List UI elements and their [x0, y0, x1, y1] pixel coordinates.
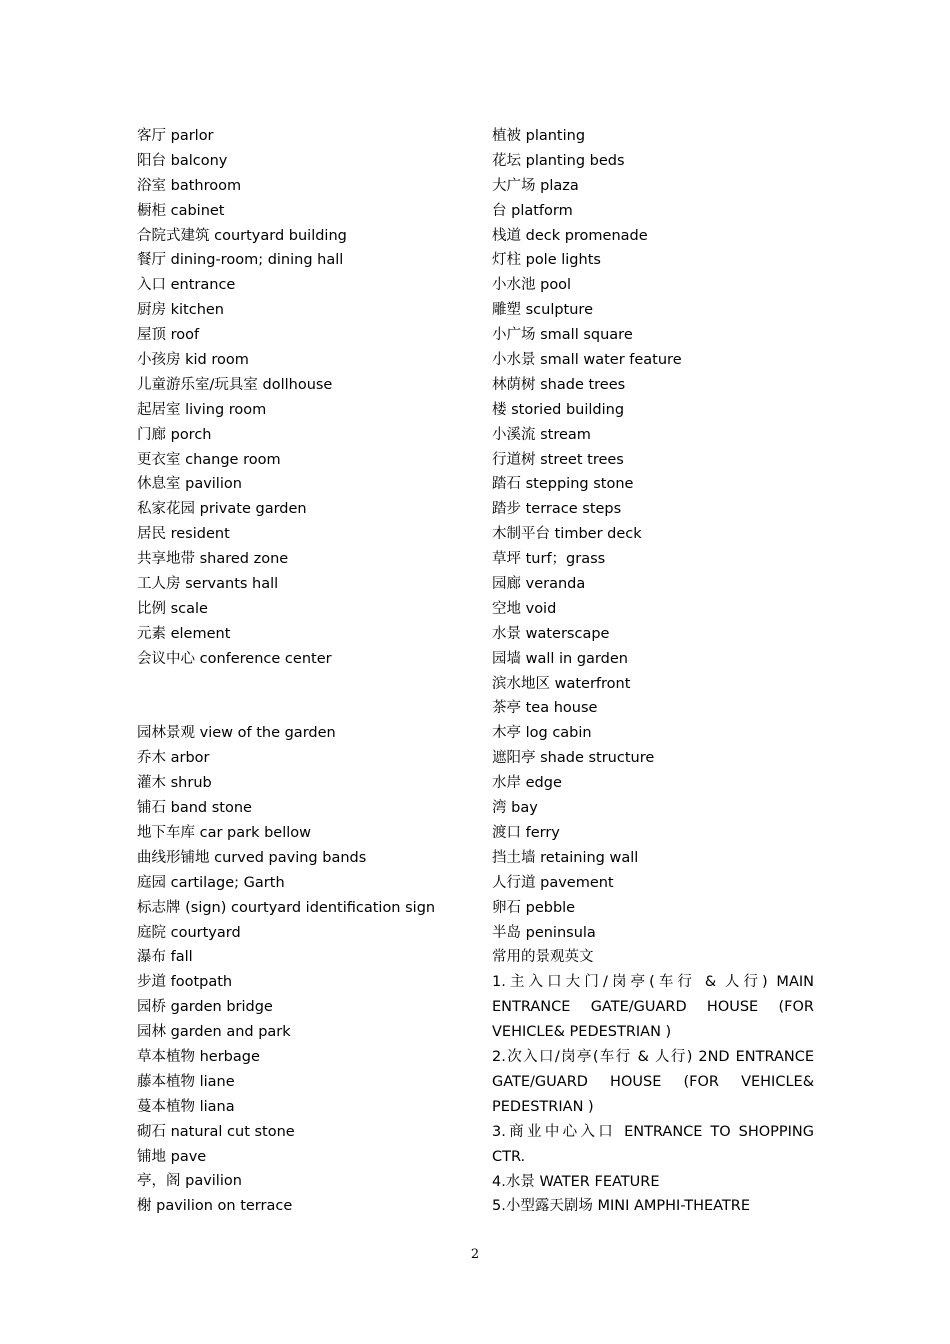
term-entry: 屋顶 roof	[137, 327, 200, 344]
term-entry: 亭，阁 pavilion	[137, 1173, 242, 1190]
term-entry: 水岸 edge	[492, 775, 562, 792]
term-entry: 居民 resident	[137, 526, 230, 543]
term-entry: 遮阳亭 shade structure	[492, 750, 655, 767]
term-entry: 栈道 deck promenade	[492, 227, 648, 244]
term-entry: 藤本植物 liane	[137, 1073, 235, 1090]
term-entry: 瀑布 fall	[137, 949, 193, 966]
term-entry: 人行道 pavement	[492, 874, 614, 891]
term-entry: 园墙 wall in garden	[492, 650, 628, 667]
term-entry: 园林景观 view of the garden	[137, 725, 336, 742]
term-entry: 木亭 log cabin	[492, 725, 592, 742]
term-entry: 楼 storied building	[492, 401, 625, 418]
term-entry: 浴室 bathroom	[137, 177, 242, 194]
term-entry: 小广场 small square	[492, 327, 633, 344]
term-entry: 蔓本植物 liana	[137, 1098, 235, 1115]
term-entry: 庭院 courtyard	[137, 924, 241, 941]
term-entry: 小孩房 kid room	[137, 352, 249, 369]
term-entry: 标志牌 (sign) courtyard identification sign	[137, 899, 436, 916]
term-entry: 入口 entrance	[137, 277, 236, 294]
left-term-list-a	[137, 124, 457, 672]
term-entry: 客厅 parlor	[137, 128, 214, 144]
right-column	[492, 124, 814, 1219]
term-entry: 植被 planting	[492, 128, 586, 144]
numbered-item: 5.小型露天剧场 MINI AMPHI-THEATRE	[492, 1198, 751, 1215]
term-entry: 滨水地区 waterfront	[492, 675, 631, 692]
term-entry: 挡土墙 retaining wall	[492, 849, 639, 866]
term-entry: 工人房 servants hall	[137, 576, 279, 593]
numbered-item: 1.主入口大门/岗亭(车行 & 人行) MAIN ENTRANCE GATE/GUARD HOUSE (FOR VEHICLE& PEDESTRIAN )	[492, 974, 814, 1041]
term-entry: 半岛 peninsula	[492, 924, 596, 941]
term-entry: 比例 scale	[137, 600, 208, 617]
term-entry: 草本植物 herbage	[137, 1048, 260, 1065]
term-entry: 大广场 plaza	[492, 177, 579, 194]
term-entry: 门廊 porch	[137, 426, 212, 443]
term-entry: 雕塑 sculpture	[492, 302, 593, 319]
term-entry: 渡口 ferry	[492, 824, 560, 841]
numbered-item: 2.次入口/岗亭(车行 & 人行) 2ND ENTRANCE GATE/GUARD HOUSE (FOR VEHICLE& PEDESTRIAN )	[492, 1049, 814, 1115]
term-entry: 铺石 band stone	[137, 800, 252, 817]
term-entry: 小溪流 stream	[492, 426, 591, 443]
term-entry: 砌石 natural cut stone	[137, 1123, 295, 1140]
numbered-item: 3.商业中心入口 ENTRANCE TO SHOPPING CTR.	[492, 1123, 814, 1165]
right-term-list	[492, 124, 814, 970]
term-entry: 起居室 living room	[137, 401, 267, 418]
term-entry: 湾 bay	[492, 800, 538, 817]
term-entry: 乔木 arbor	[137, 750, 210, 767]
term-entry: 茶亭 tea house	[492, 700, 598, 717]
term-entry: 水景 waterscape	[492, 625, 610, 642]
term-entry: 阳台 balcony	[137, 152, 228, 169]
left-column	[137, 124, 457, 1219]
numbered-item: 4.水景 WATER FEATURE	[492, 1173, 660, 1190]
blank-gap	[137, 672, 457, 722]
term-entry: 园廊 veranda	[492, 576, 586, 593]
left-term-list-b	[137, 721, 457, 1219]
term-entry: 卵石 pebble	[492, 899, 576, 916]
term-entry: 花坛 planting beds	[492, 152, 625, 169]
term-entry: 私家花园 private garden	[137, 501, 307, 518]
term-entry: 铺地 pave	[137, 1148, 207, 1165]
term-entry: 餐厅 dining-room; dining hall	[137, 252, 344, 269]
term-entry: 木制平台 timber deck	[492, 526, 642, 543]
term-entry: 厨房 kitchen	[137, 302, 224, 319]
term-entry: 园林 garden and park	[137, 1024, 291, 1041]
term-entry: 小水池 pool	[492, 277, 572, 294]
term-entry: 空地 void	[492, 600, 557, 617]
term-entry: 橱柜 cabinet	[137, 202, 225, 219]
term-entry: 步道 footpath	[137, 974, 233, 991]
numbered-list	[492, 970, 814, 1219]
page-number: 2	[470, 1247, 480, 1262]
term-entry: 会议中心 conference center	[137, 650, 332, 667]
term-entry: 儿童游乐室/玩具室 dollhouse	[137, 376, 333, 393]
term-entry: 更衣室 change room	[137, 451, 281, 468]
term-entry: 元素 element	[137, 625, 231, 642]
term-entry: 踏步 terrace steps	[492, 501, 622, 518]
term-entry: 园桥 garden bridge	[137, 999, 273, 1016]
term-entry: 林荫树 shade trees	[492, 376, 626, 393]
term-entry: 灌木 shrub	[137, 775, 212, 792]
term-entry: 草坪 turf；grass	[492, 551, 606, 568]
term-entry: 地下车库 car park bellow	[137, 824, 312, 841]
term-entry: 灯柱 pole lights	[492, 252, 601, 269]
term-entry: 小水景 small water feature	[492, 352, 682, 369]
term-entry: 曲线形铺地 curved paving bands	[137, 849, 367, 866]
term-entry: 榭 pavilion on terrace	[137, 1198, 293, 1215]
term-entry: 合院式建筑 courtyard building	[137, 227, 347, 244]
term-entry: 共享地带 shared zone	[137, 551, 289, 568]
term-entry: 常用的景观英文	[492, 949, 594, 966]
term-entry: 台 platform	[492, 202, 573, 219]
term-entry: 踏石 stepping stone	[492, 476, 634, 493]
term-entry: 行道树 street trees	[492, 451, 624, 468]
term-entry: 休息室 pavilion	[137, 476, 242, 493]
term-entry: 庭园 cartilage; Garth	[137, 874, 285, 891]
